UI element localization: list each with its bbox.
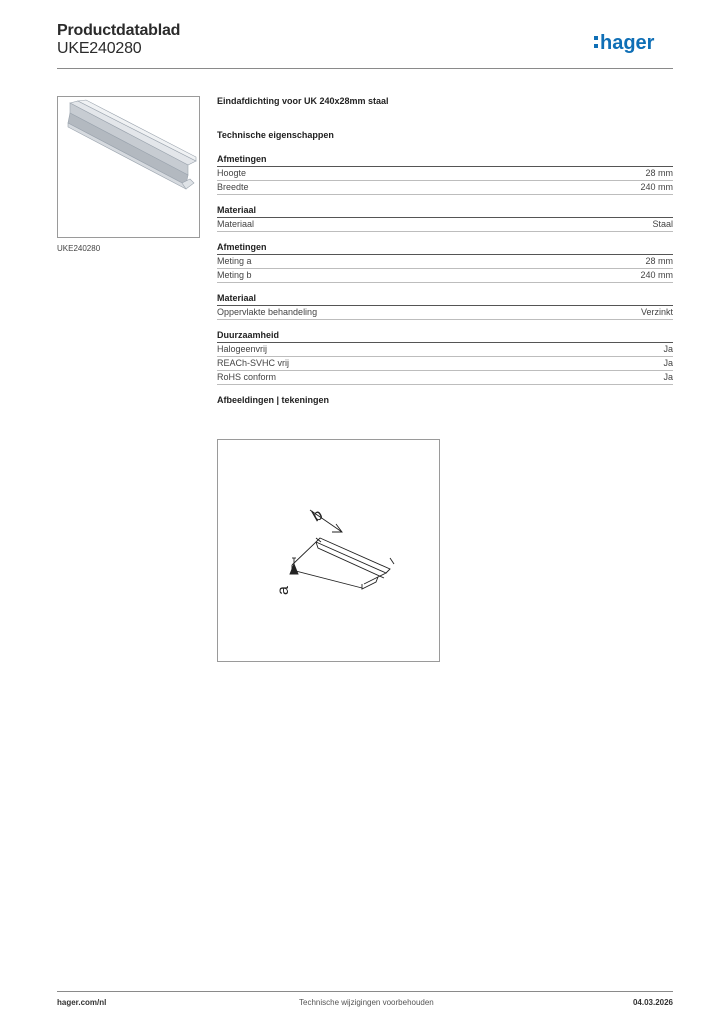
spec-label: Meting a [217,256,252,266]
spec-group-surface [217,293,673,320]
header-divider [57,68,673,69]
group-title: Materiaal [217,293,673,306]
spec-label: REACh-SVHC vrij [217,358,290,368]
spec-group-material [217,205,673,232]
spec-row [217,357,673,371]
group-title: Afmetingen [217,242,673,255]
photo-caption: UKE240280 [57,244,101,253]
spec-content [217,96,673,405]
footer-website-link[interactable]: hager.com/nl [57,998,107,1007]
spec-value: 240 mm [640,270,673,280]
hager-logo [593,28,673,58]
spec-label: Halogeenvrij [217,344,268,354]
spec-value: Ja [663,358,673,368]
dimension-label-a: a [275,586,292,595]
technical-drawing [217,439,440,662]
spec-row [217,306,673,320]
spec-label: Meting b [217,270,252,280]
spec-row [217,167,673,181]
spec-label: Breedte [217,182,249,192]
footer-disclaimer: Technische wijzigingen voorbehouden [299,998,434,1007]
spec-value: Ja [663,344,673,354]
group-title: Materiaal [217,205,673,218]
product-code: UKE240280 [57,40,142,57]
spec-group-measurements [217,242,673,283]
spec-label: RoHS conform [217,372,277,382]
logo-text: hager [600,32,655,54]
spec-value: 240 mm [640,182,673,192]
spec-value: 28 mm [645,168,673,178]
spec-group-dimensions [217,154,673,195]
group-title: Duurzaamheid [217,330,673,343]
spec-row [217,181,673,195]
spec-label: Materiaal [217,219,255,229]
dimension-label-b: b [309,506,326,526]
product-photo [57,96,200,238]
spec-row [217,218,673,232]
spec-group-sustainability [217,330,673,385]
spec-value: 28 mm [645,256,673,266]
spec-label: Hoogte [217,168,247,178]
spec-value: Staal [652,219,673,229]
spec-label: Oppervlakte behandeling [217,307,318,317]
page-title: Productdatablad [57,22,181,39]
footer-date: 04.03.2026 [632,998,673,1007]
spec-row [217,255,673,269]
spec-value: Verzinkt [640,307,673,317]
footer-divider [57,991,673,992]
drawings-heading: Afbeeldingen | tekeningen [217,395,330,405]
spec-row [217,371,673,385]
section-heading: Technische eigenschappen [217,130,334,140]
group-title: Afmetingen [217,154,673,167]
spec-value: Ja [663,372,673,382]
spec-row [217,269,673,283]
spec-row [217,343,673,357]
product-name: Eindafdichting voor UK 240x28mm staal [217,96,389,106]
